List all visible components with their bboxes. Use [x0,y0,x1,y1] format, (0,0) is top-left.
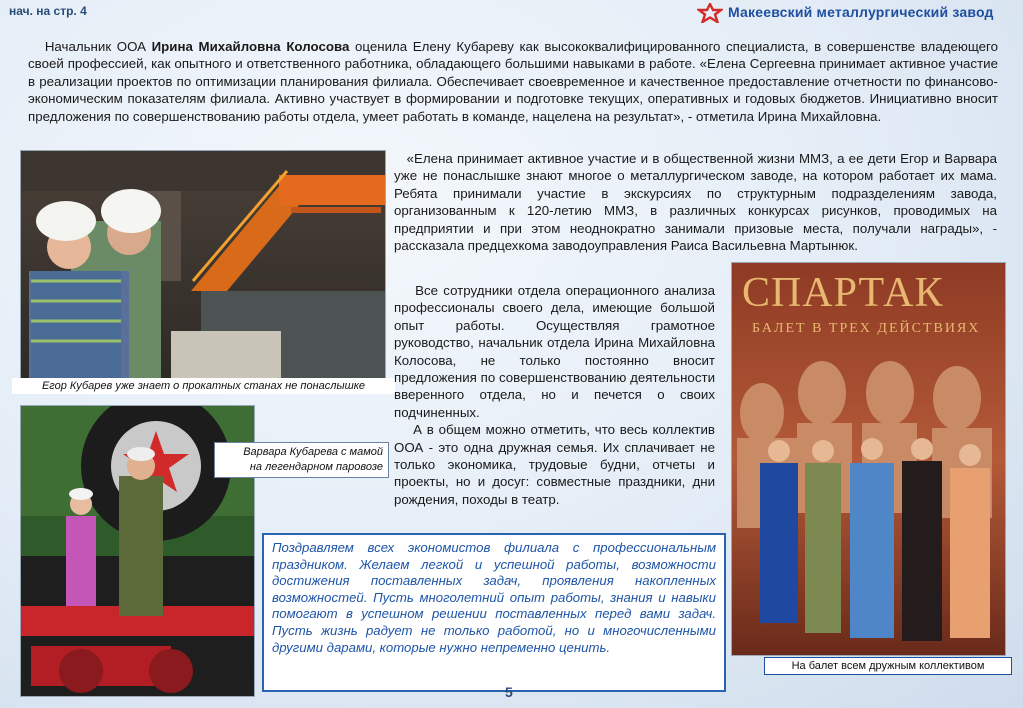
article-paragraph-2 [394,150,997,254]
page-number: 5 [505,684,513,700]
para1-pre: Начальник ООА [44,39,152,54]
poster-title: СПАРТАК [742,270,944,316]
para2-text: «Елена принимает активное участие и в общественной жизни ММЗ, а ее дети Егор и Варвара уже не понаслышке знают многое о металлургическом заводе, на котором работает их мама. Ребята принимали участие в экскурсиях по структурным подразделениям завода, организованным к 120-летию ММЗ, в различных конкурсах рисунков, проводимых на предприятии и при этом неоднократно занимали призовые места, получали награды», - рассказала предцехкома заводоуправления Раиса Васильевна Мартынюк. [394,151,997,254]
para1-post: оценила Елену Кубареву как высококвалифицированного специалиста, в совершенстве владеющего своей профессией, как опытного и ответственного работника, обладающего большими навыками в работе. «Елена Сергеевна принимает активное участие в реализации проектов по оптимизации планирования филиала. Обеспечивает своевременное и качественное предоставление отчетности по финансово-экономическим показателям филиала. Активно участвует в формировании и подготовке текущих, оперативных и годовых бюджетов. Инициативно вносит предложения по совершенствованию работы отдела, умеет работать в команде, нацелена на результат», - отметила Ирина Михайловна. [28,39,998,124]
photo-rolling-mill [20,150,386,379]
article-paragraph-3 [394,282,715,508]
photo2-caption-line2: на легендарном паровозе [249,461,383,473]
photo-ballet-team [731,262,1006,656]
article-paragraph-1 [28,38,998,125]
continued-from-label: нач. на стр. 4 [9,4,87,18]
star-logo-icon [697,3,723,23]
greeting-box [262,533,726,692]
photo3-caption: На балет всем дружным коллективом [764,657,1012,675]
photo1-caption: Егор Кубарев уже знает о прокатных станах не понаслышке [12,378,395,394]
photo2-caption-line1: Варвара Кубарева с мамой [243,446,383,458]
para3-text: Все сотрудники отдела операционного анализа профессионалы своего дела, имеющие большой опыт работы. Осуществляя грамотное руководство, начальник отдела Ирина Михайловна Колосова, не только постоянно вносит предложения по совершенствованию деятельности вверенного отдела, но и печется о своих подчиненных. [394,283,715,420]
photo2-caption [214,442,389,478]
head-name: Ирина Михайловна Колосова [151,39,350,54]
brand-name: Макеевский металлургический завод [728,4,994,20]
para4-text: А в общем можно отметить, что весь коллектив ООА - это одна дружная семья. Их сплачивает не только экономика, трудовые будни, отчеты и проекты, но и досуг: совместные праздники, дни рождения, походы в театр. [394,422,715,507]
poster-subtitle: БАЛЕТ В ТРЕХ ДЕЙСТВИЯХ [752,321,981,336]
greeting-text: Поздравляем всех экономистов филиала с профессиональным праздником. Желаем легкой и успешной работы, возможности достижения поставленных задач, проявления накопленных возможностей. Пусть многолетний опыт работы, знания и навыки помогают в успешном решении поставленных перед вами задач. Пусть жизнь радует не только работой, но и многочисленными другими дарами, которые нужно непременно ценить. [272,540,716,655]
